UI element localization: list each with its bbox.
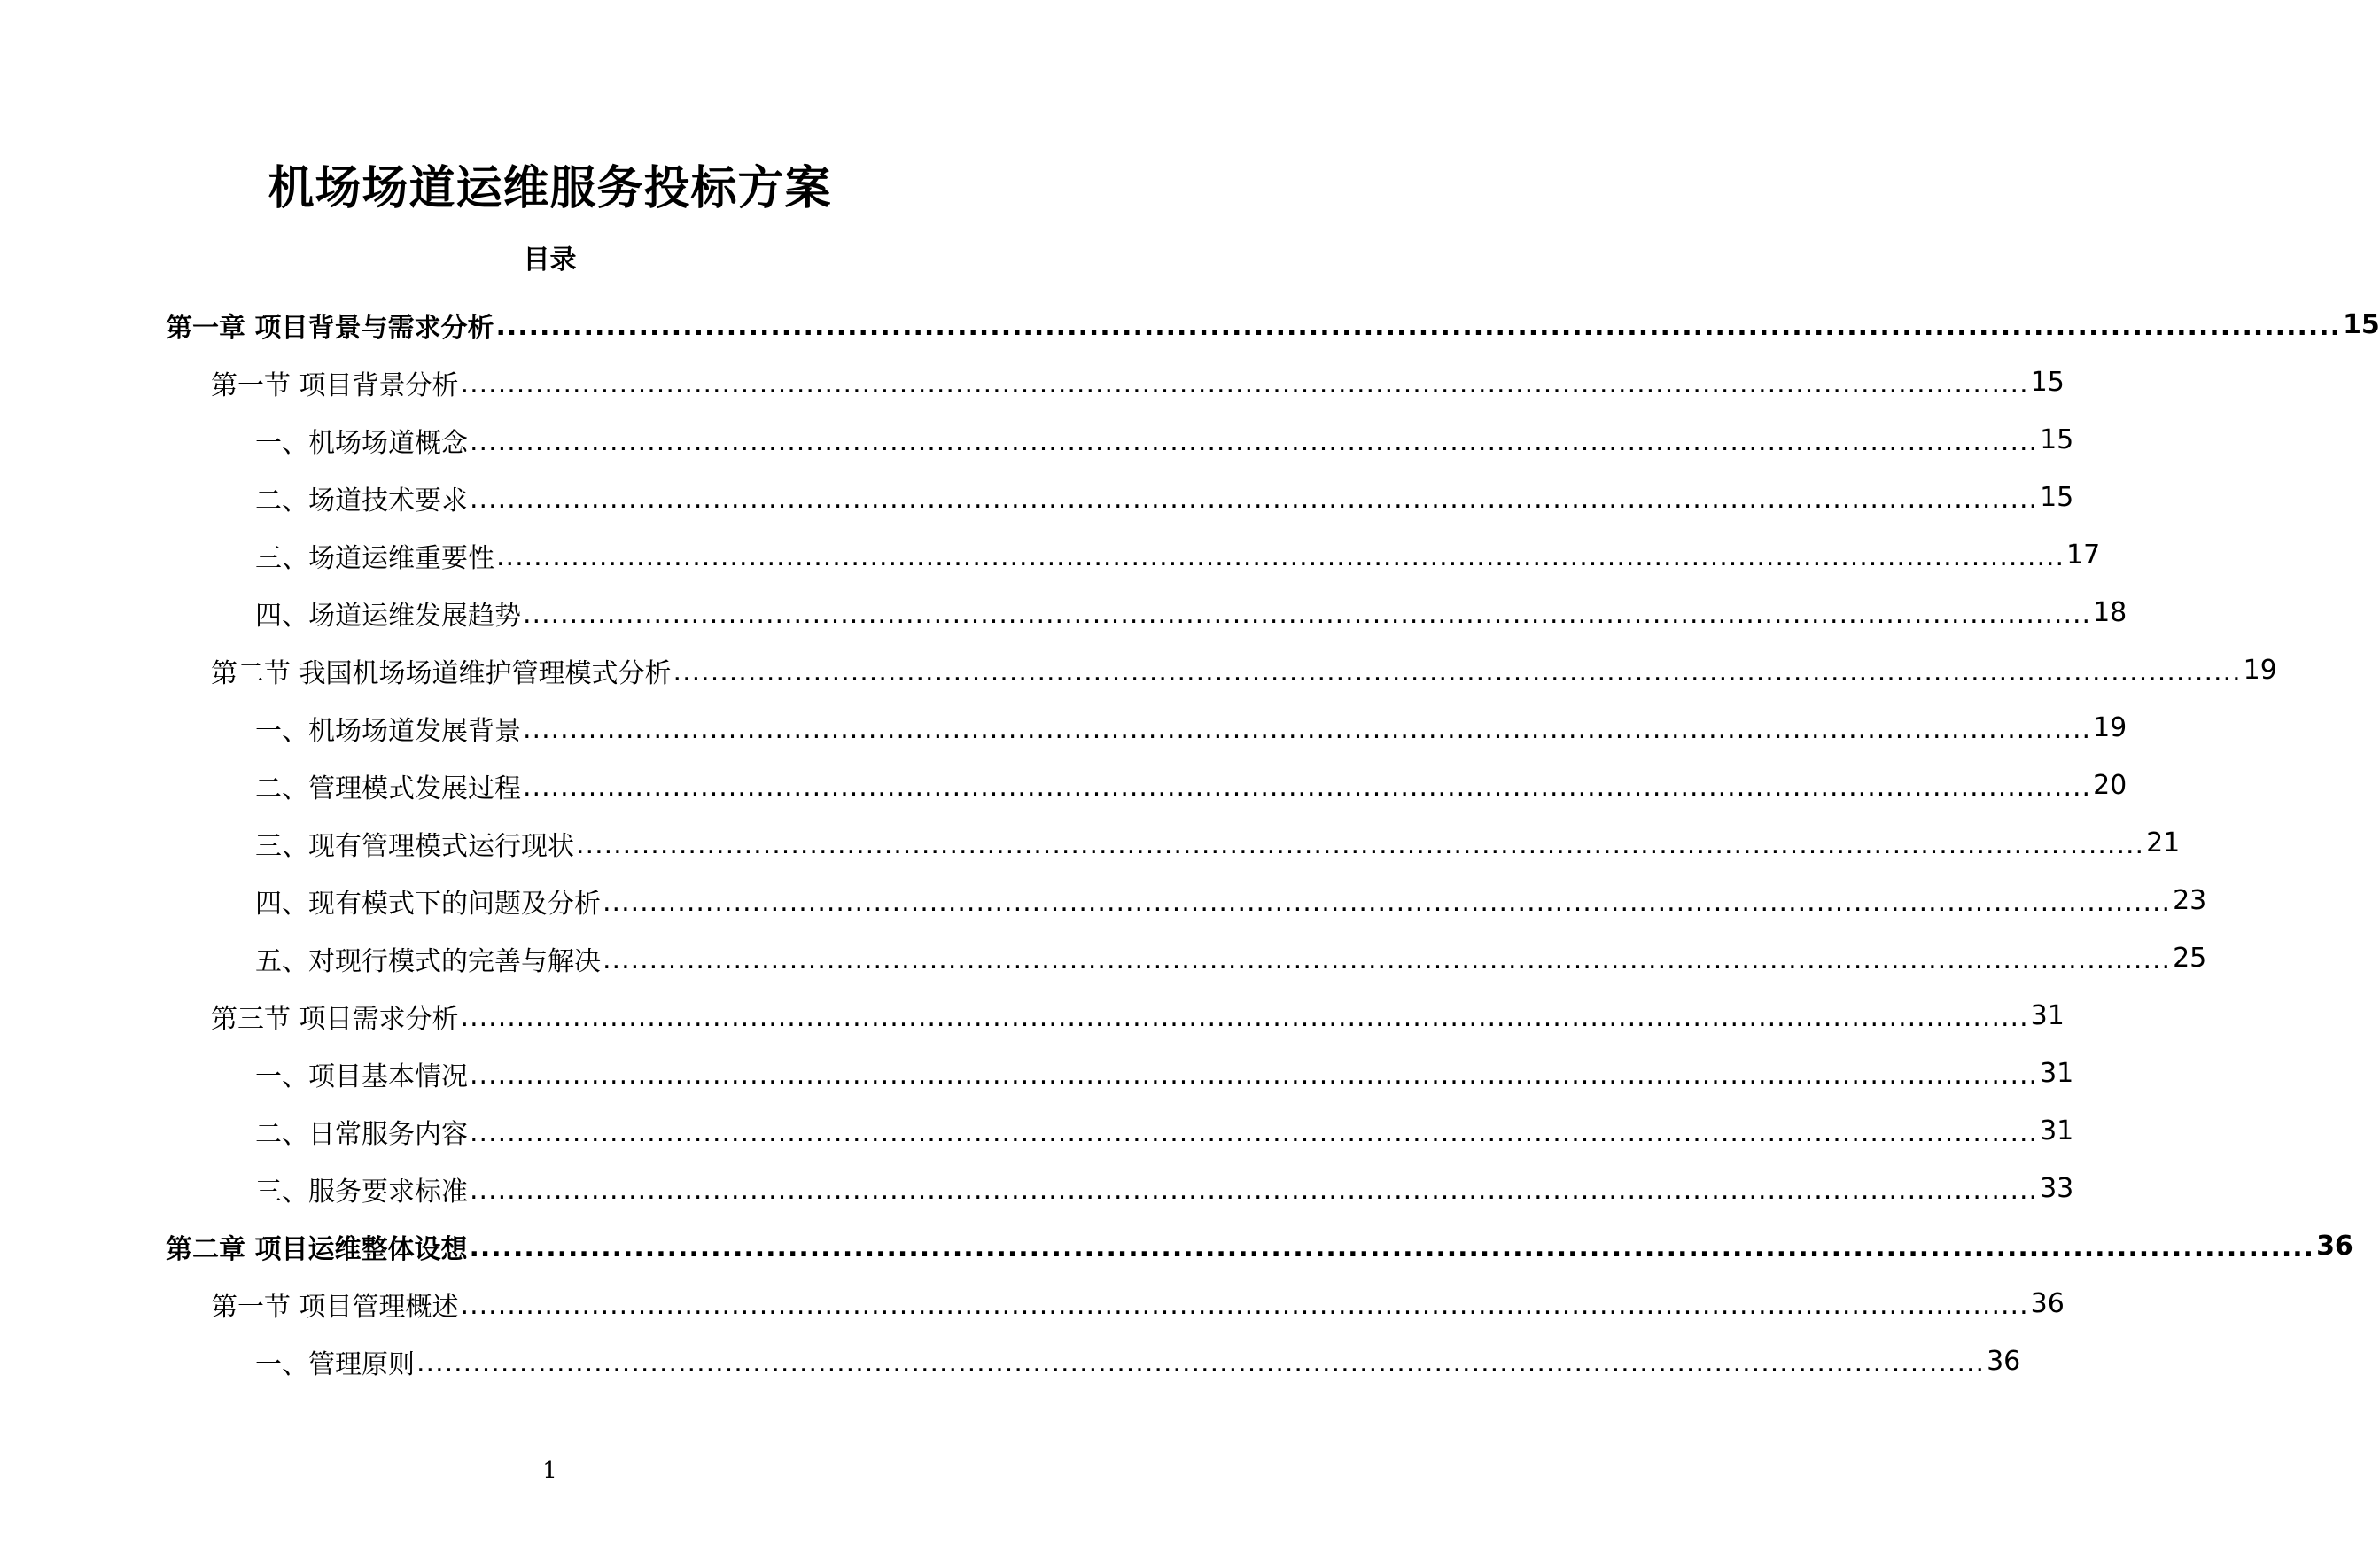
toc-entry-label: 三、现有管理模式运行现状 (255, 830, 574, 862)
toc-entry-label: 一、机场场道发展背景 (255, 715, 521, 747)
toc-entry-page: 31 (2030, 1000, 2065, 1031)
dot-leader: ........................................................................................................................................................................ (460, 1290, 2029, 1321)
dot-leader: ........................................................................................................................................................................ (523, 714, 2092, 745)
dot-leader: ........................................................................................................................................................................ (470, 426, 2039, 457)
toc-entry-label: 三、服务要求标准 (255, 1176, 468, 1208)
toc-entry-page: 15 (2040, 482, 2074, 513)
dot-leader: ........................................................................................................................................................................ (495, 311, 2342, 342)
toc-entry-page: 25 (2173, 943, 2207, 974)
toc-entry-page: 15 (2040, 424, 2074, 455)
toc-entry-page: 31 (2040, 1058, 2074, 1089)
toc-entry-page: 33 (2040, 1173, 2074, 1204)
page-number: 1 (542, 1457, 557, 1484)
toc-entry-page: 36 (1987, 1346, 2021, 1377)
toc-entry-label: 二、场道技术要求 (255, 485, 468, 517)
dot-leader: ........................................................................................................................................................................ (469, 1232, 2315, 1263)
toc-entry-label: 一、管理原则 (255, 1348, 415, 1380)
toc-entry-page: 15 (2030, 367, 2065, 398)
toc-entry-subsection[interactable] (255, 1333, 2021, 1390)
toc-entry-subsection[interactable] (255, 872, 2207, 929)
toc-entry-label: 一、机场场道概念 (255, 427, 468, 459)
toc-entry-subsection[interactable] (255, 699, 2127, 757)
dot-leader: ........................................................................................................................................................................ (576, 829, 2145, 860)
toc-entry-label: 第二章 项目运维整体设想 (166, 1233, 468, 1265)
toc-entry-page: 19 (2243, 655, 2277, 686)
toc-entry-section[interactable] (211, 354, 2065, 411)
toc-entry-page: 31 (2040, 1115, 2074, 1146)
toc-entry-chapter-1[interactable] (166, 296, 2380, 354)
toc-entry-label: 第二节 我国机场场道维护管理模式分析 (211, 657, 672, 689)
toc-entry-page: 18 (2093, 597, 2127, 628)
toc-entry-subsection[interactable] (255, 526, 2101, 584)
dot-leader: ........................................................................................................................................................................ (470, 484, 2039, 515)
toc-entry-subsection[interactable] (255, 1102, 2074, 1160)
dot-leader: ........................................................................................................................................................................ (470, 1117, 2039, 1148)
toc-entry-subsection[interactable] (255, 584, 2127, 641)
toc-entry-page: 23 (2173, 885, 2207, 916)
toc-entry-label: 第一章 项目背景与需求分析 (166, 312, 494, 344)
toc-entry-page: 15 (2343, 309, 2380, 340)
dot-leader: ........................................................................................................................................................................ (603, 887, 2172, 918)
toc-entry-label: 五、对现行模式的完善与解决 (255, 945, 601, 977)
dot-leader: ........................................................................................................................................................................ (523, 599, 2092, 630)
dot-leader: ........................................................................................................................................................................ (496, 541, 2065, 572)
toc-entry-label: 第一节 项目背景分析 (211, 369, 459, 401)
toc-entry-section[interactable] (211, 641, 2277, 699)
dot-leader: ........................................................................................................................................................................ (673, 657, 2242, 688)
toc-entry-label: 第三节 项目需求分析 (211, 1003, 459, 1035)
toc-entry-subsection[interactable] (255, 411, 2074, 469)
toc-entry-label: 一、项目基本情况 (255, 1061, 468, 1092)
toc-entry-page: 17 (2066, 540, 2101, 571)
toc-heading: 目录 (523, 245, 577, 276)
dot-leader: ........................................................................................................................................................................ (523, 772, 2092, 803)
dot-leader: ........................................................................................................................................................................ (470, 1060, 2039, 1091)
dot-leader: ........................................................................................................................................................................ (460, 1002, 2029, 1033)
toc-entry-label: 四、现有模式下的问题及分析 (255, 888, 601, 920)
toc-entry-page: 20 (2093, 770, 2127, 801)
document-title: 机场场道运维服务投标方案 (268, 162, 832, 215)
toc-entry-subsection[interactable] (255, 1045, 2074, 1102)
toc-entry-page: 36 (2316, 1231, 2353, 1262)
toc-entry-chapter-2[interactable] (166, 1217, 2353, 1275)
toc-entry-page: 21 (2146, 828, 2181, 859)
dot-leader: ........................................................................................................................................................................ (460, 369, 2029, 400)
toc-entry-label: 二、管理模式发展过程 (255, 773, 521, 804)
toc-entry-label: 二、日常服务内容 (255, 1118, 468, 1150)
toc-entry-subsection[interactable] (255, 757, 2127, 814)
toc-entry-subsection[interactable] (255, 929, 2207, 987)
dot-leader: ........................................................................................................................................................................ (603, 944, 2172, 975)
toc-entry-page: 19 (2093, 712, 2127, 743)
toc-entry-subsection[interactable] (255, 1160, 2074, 1217)
toc-entry-subsection[interactable] (255, 814, 2181, 872)
dot-leader: ........................................................................................................................................................................ (470, 1175, 2039, 1206)
toc-entry-label: 第一节 项目管理概述 (211, 1291, 459, 1323)
toc-entry-subsection[interactable] (255, 469, 2074, 526)
table-of-contents (0, 296, 2380, 1390)
toc-entry-page: 36 (2030, 1288, 2065, 1319)
toc-entry-section[interactable] (211, 1275, 2065, 1333)
toc-entry-label: 三、场道运维重要性 (255, 542, 494, 574)
dot-leader: ........................................................................................................................................................................ (416, 1348, 1986, 1379)
toc-entry-section[interactable] (211, 987, 2065, 1045)
toc-entry-label: 四、场道运维发展趋势 (255, 600, 521, 632)
